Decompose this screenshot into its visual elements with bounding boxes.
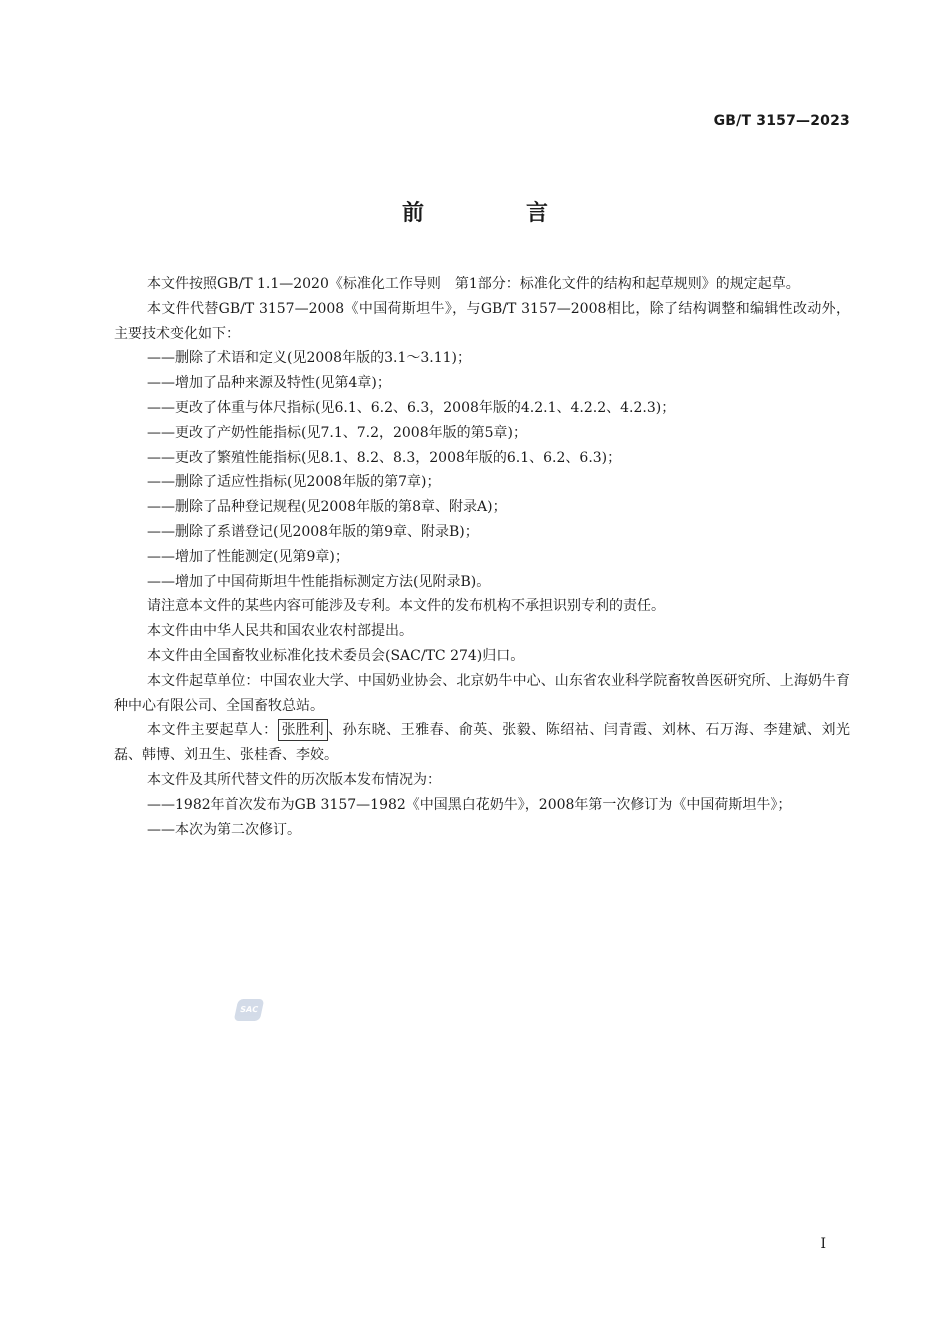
change-item: ——增加了品种来源及特性(见第4章)； xyxy=(147,375,391,392)
change-item: ——删除了系谱登记(见2008年版的第9章、附录B)； xyxy=(147,523,479,540)
change-item: ——删除了品种登记规程(见2008年版的第8章、附录A)； xyxy=(147,499,507,516)
change-item: ——更改了产奶性能指标(见7.1、7.2，2008年版的第5章)； xyxy=(147,424,527,441)
drafting-units: 本文件起草单位：中国农业大学、中国奶业协会、北京奶牛中心、山东省农业科学院畜牧兽医研究所、上海奶牛育种中心有限公司、全国畜牧总站。 xyxy=(114,672,850,714)
change-item: ——更改了繁殖性能指标(见8.1、8.2、8.3，2008年版的6.1、6.2、6.3)； xyxy=(147,449,622,466)
drafters-list: 、孙东晓、王雅春、俞英、张毅、陈绍祜、闫青霞、刘林、石万海、李建斌、刘光磊、韩博、刘丑生、张桂香、李姣。 xyxy=(114,722,851,764)
main-drafters xyxy=(114,718,850,768)
patent-notice: 请注意本文件的某些内容可能涉及专利。本文件的发布机构不承担识别专利的责任。 xyxy=(147,598,665,615)
history-item: ——1982年首次发布为GB 3157—1982《中国黑白花奶牛》，2008年第一次修订为《中国荷斯坦牛》； xyxy=(147,796,792,813)
change-item: ——删除了适应性指标(见2008年版的第7章)； xyxy=(147,474,441,491)
change-item: ——删除了术语和定义(见2008年版的3.1～3.11)； xyxy=(147,350,471,367)
paragraph-drafting-rule: 本文件按照GB/T 1.1—2020《标准化工作导则 第1部分：标准化文件的结构和起草规则》的规定起草。 xyxy=(147,276,800,292)
history-intro: 本文件及其所代替文件的历次版本发布情况为： xyxy=(147,771,441,788)
highlighted-drafter-name: 张胜利 xyxy=(278,719,328,741)
paragraph-replacement: 本文件代替GB/T 3157—2008《中国荷斯坦牛》，与GB/T 3157—2008相比，除了结构调整和编辑性改动外，主要技术变化如下： xyxy=(114,300,850,342)
change-item: ——更改了体重与体尺指标(见6.1、6.2、6.3，2008年版的4.2.1、4.2.2、4.2.3)； xyxy=(147,399,676,416)
changes-list xyxy=(114,346,850,594)
history-item: ——本次为第二次修订。 xyxy=(147,821,301,838)
change-item: ——增加了性能测定(见第9章)； xyxy=(147,548,349,565)
page-number: I xyxy=(820,1236,826,1252)
sac-watermark-logo: SAC xyxy=(234,999,265,1021)
managed-by: 本文件由全国畜牧业标准化技术委员会(SAC/TC 274)归口。 xyxy=(147,647,525,664)
foreword-body xyxy=(114,272,850,842)
document-number: GB/T 3157—2023 xyxy=(713,113,850,129)
proposed-by: 本文件由中华人民共和国农业农村部提出。 xyxy=(147,623,413,640)
drafters-prefix: 本文件主要起草人： xyxy=(147,722,278,739)
change-item: ——增加了中国荷斯坦牛性能指标测定方法(见附录B)。 xyxy=(147,573,491,590)
page-title: 前 言 xyxy=(401,201,588,226)
